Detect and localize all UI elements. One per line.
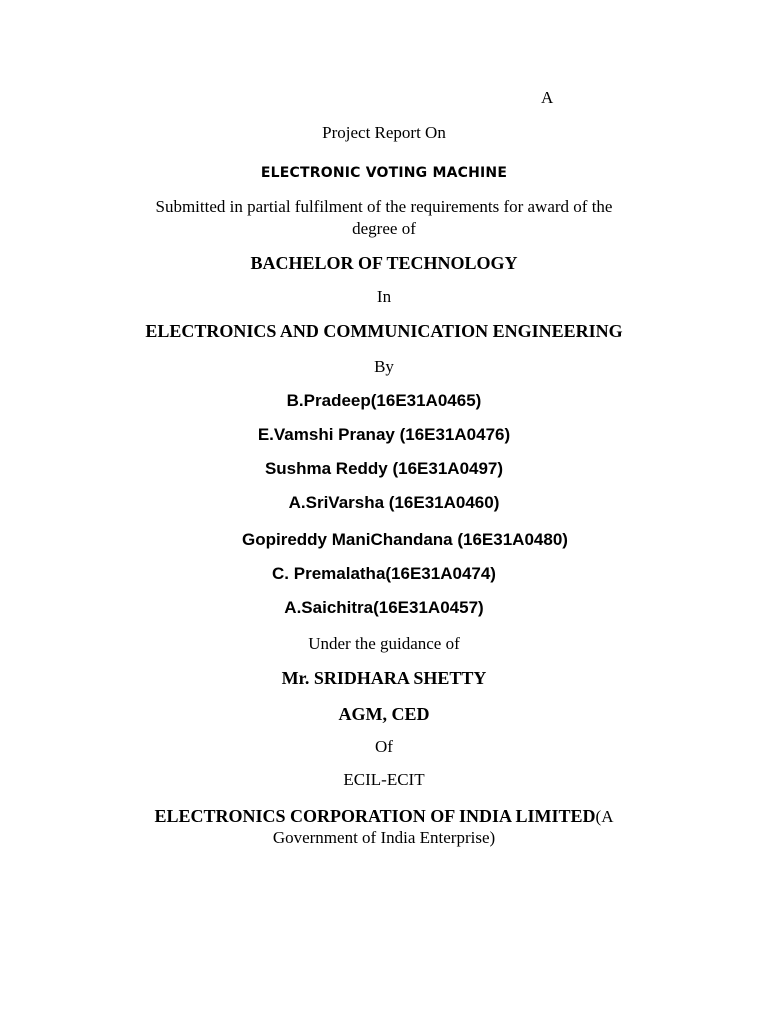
student-name: B.Pradeep(16E31A0465) <box>286 391 482 410</box>
guide-name: Mr. SRIDHARA SHETTY <box>281 668 487 688</box>
institute-name: ECIL-ECIT <box>343 770 425 789</box>
student-name: Sushma Reddy (16E31A0497) <box>264 459 504 478</box>
submission-text-line2: degree of <box>352 219 416 238</box>
of-word: Of <box>375 737 393 756</box>
organisation-name: ELECTRONICS CORPORATION OF INDIA LIMITED <box>154 806 596 826</box>
student-name: E.Vamshi Pranay (16E31A0476) <box>257 425 511 444</box>
project-title: ELECTRONIC VOTING MACHINE <box>260 165 508 181</box>
degree-title: BACHELOR OF TECHNOLOGY <box>250 253 518 273</box>
in-word: In <box>376 287 392 306</box>
student-name: A.SriVarsha (16E31A0460) <box>288 493 500 512</box>
report-prefix: Project Report On <box>322 123 446 142</box>
branch-title: ELECTRONICS AND COMMUNICATION ENGINEERING <box>145 321 623 341</box>
student-name: C. Premalatha(16E31A0474) <box>272 564 496 583</box>
organisation-note: Government of India Enterprise) <box>272 828 496 847</box>
guide-designation: AGM, CED <box>338 704 430 724</box>
article-a: A <box>541 88 554 107</box>
organisation-line <box>0 806 768 827</box>
by-word: By <box>374 357 394 376</box>
guidance-label: Under the guidance of <box>308 634 460 653</box>
submission-text-line1: Submitted in partial fulfilment of the requirements for award of the <box>155 197 613 216</box>
organisation-note-open: (A <box>595 807 614 826</box>
report-cover-page: A Project Report On ELECTRONIC VOTING MACHINE Submitted in partial fulfilment of the requirements for award of the degree of BACHELOR OF TECHNOLOGY In ELECTRONICS AND COMMUNICATION ENGINEERING By B.Pradeep(16E31A0465) E.Vamshi Pranay (16E31A0476) Sushma Reddy (16E31A0497) A.SriVarsha (16E31A0460) Gopireddy ManiChandana (16E31A0480) C. Premalatha(16E31A0474) A.Saichitra(16E31A0457) Under the guidance of Mr. SRIDHARA SHETTY AGM, CED Of ECIL-ECIT ELECTRONICS CORPORATION OF INDIA LIMITED(A Government of India Enterprise) <box>0 0 768 1024</box>
student-name: A.Saichitra(16E31A0457) <box>284 598 484 617</box>
